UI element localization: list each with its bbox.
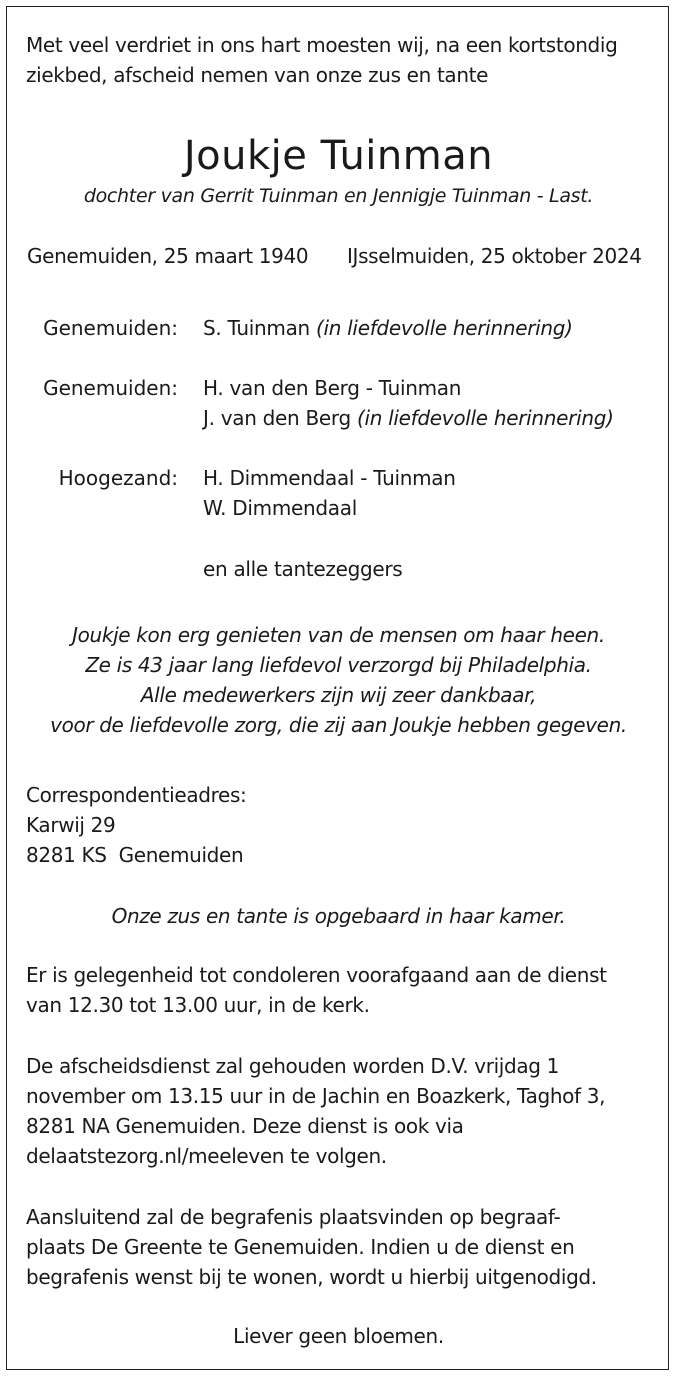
- closing-line: Liever geen bloemen.: [233, 1324, 444, 1348]
- relative-line: [203, 373, 461, 403]
- viewing-line: Onze zus en tante is opgebaard in haar kamer.: [111, 904, 566, 928]
- relative-note: (in liefdevolle herinnering): [356, 406, 614, 430]
- relative-line: [203, 313, 573, 343]
- death-date: IJsselmuiden, 25 oktober 2024: [347, 244, 642, 268]
- birth-date: Genemuiden, 25 maart 1940: [27, 244, 309, 268]
- relative-note: (in liefdevolle herinnering): [315, 316, 573, 340]
- service-line-1: De afscheidsdienst zal gehouden worden D.V. vrijdag 1: [26, 1054, 559, 1078]
- others-line: en alle tantezeggers: [203, 557, 403, 581]
- tribute-line-4: voor de liefdevolle zorg, die zij aan Joukje hebben gegeven.: [50, 713, 627, 737]
- relative-place-1: Genemuiden:: [43, 316, 178, 340]
- service-line-4: delaatstezorg.nl/meeleven te volgen.: [26, 1144, 387, 1168]
- address-label: Correspondentieadres:: [26, 783, 247, 807]
- relative-line: [203, 463, 456, 493]
- burial-line-2: plaats De Greente te Genemuiden. Indien u de dienst en: [26, 1235, 575, 1259]
- relative-name: J. van den Berg: [203, 406, 351, 430]
- relative-line: [203, 403, 614, 433]
- address-city: 8281 KS Genemuiden: [26, 843, 244, 867]
- relative-name: S. Tuinman: [203, 316, 310, 340]
- service-line-3: 8281 NA Genemuiden. Deze dienst is ook via: [26, 1114, 464, 1138]
- burial-line-3: begrafenis wenst bij te wonen, wordt u hierbij uitgenodigd.: [26, 1265, 597, 1289]
- service-line-2: november om 13.15 uur in de Jachin en Boazkerk, Taghof 3,: [26, 1084, 606, 1108]
- address-street: Karwij 29: [26, 813, 116, 837]
- intro-line-2: ziekbed, afscheid nemen van onze zus en tante: [26, 63, 489, 87]
- tribute-line-1: Joukje kon erg genieten van de mensen om haar heen.: [72, 623, 605, 647]
- relative-line: [203, 493, 357, 523]
- tribute-line-2: Ze is 43 jaar lang liefdevol verzorgd bij Philadelphia.: [85, 653, 592, 677]
- relative-name: H. van den Berg - Tuinman: [203, 376, 462, 400]
- intro-line-1: Met veel verdriet in ons hart moesten wij, na een kortstondig: [26, 33, 618, 57]
- relative-place-2: Genemuiden:: [43, 376, 178, 400]
- relative-name: W. Dimmendaal: [203, 496, 357, 520]
- deceased-name: Joukje Tuinman: [183, 133, 494, 179]
- condolence-line-2: van 12.30 tot 13.00 uur, in de kerk.: [26, 993, 370, 1017]
- tribute-line-3: Alle medewerkers zijn wij zeer dankbaar,: [140, 683, 537, 707]
- burial-line-1: Aansluitend zal de begrafenis plaatsvinden op begraaf-: [26, 1205, 561, 1229]
- condolence-line-1: Er is gelegenheid tot condoleren voorafgaand aan de dienst: [26, 963, 607, 987]
- deceased-parents: dochter van Gerrit Tuinman en Jennigje Tuinman - Last.: [83, 185, 594, 207]
- relative-place-3: Hoogezand:: [58, 466, 178, 490]
- relative-name: H. Dimmendaal - Tuinman: [203, 466, 456, 490]
